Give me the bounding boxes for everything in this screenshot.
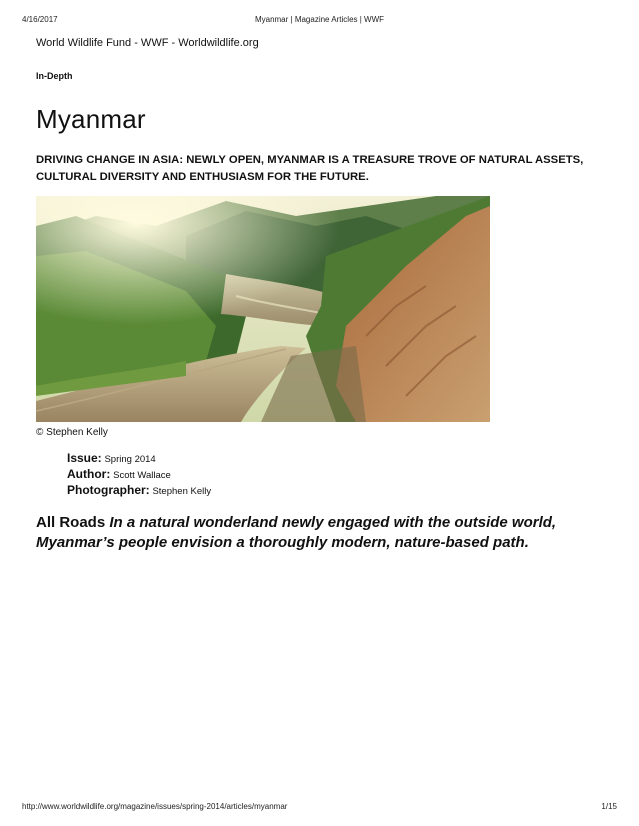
print-url: http://www.worldwildlife.org/magazine/issues/spring-2014/articles/myanmar [22, 802, 288, 811]
issue-value[interactable]: Spring 2014 [104, 454, 156, 465]
hero-image [36, 196, 490, 422]
photographer-row [67, 483, 211, 499]
photographer-label: Photographer: [67, 483, 150, 497]
lead-text: In a natural wonderland newly engaged with the outside world, Myanmar’s people envision a thoroughly modern, nature-based path. [36, 514, 557, 551]
photo-credit: © Stephen Kelly [36, 427, 108, 438]
lead-heading: All Roads [36, 514, 106, 531]
print-page-title: Myanmar | Magazine Articles | WWF [254, 15, 385, 24]
page-number: 1/15 [601, 802, 617, 811]
article-meta [67, 451, 211, 499]
author-row [67, 467, 211, 483]
print-header [22, 15, 617, 27]
author-value[interactable]: Scott Wallace [113, 470, 171, 481]
issue-row [67, 451, 211, 467]
article-subtitle: DRIVING CHANGE IN ASIA: NEWLY OPEN, MYANMAR IS A TREASURE TROVE OF NATURAL ASSETS, CULTURAL DIVERSITY AND ENTHUSIASM FOR THE FUTURE. [36, 154, 584, 183]
print-footer [22, 802, 617, 814]
issue-label: Issue: [67, 451, 102, 465]
page-title: Myanmar [36, 104, 146, 134]
author-label: Author: [67, 467, 111, 481]
section-label[interactable]: In-Depth [36, 71, 73, 81]
site-title[interactable]: World Wildlife Fund - WWF - Worldwildlife.org [36, 37, 259, 49]
print-date: 4/16/2017 [22, 15, 58, 24]
landscape-illustration [36, 196, 490, 422]
photographer-value[interactable]: Stephen Kelly [152, 486, 212, 497]
lead-paragraph [36, 513, 596, 553]
